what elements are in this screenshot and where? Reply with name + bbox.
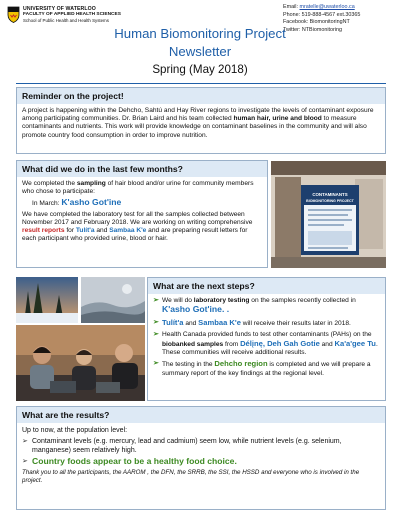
reminder-heading: Reminder on the project!	[17, 88, 385, 104]
header-rule	[16, 83, 386, 84]
university-logo	[7, 6, 157, 28]
last-months-heading: What did we do in the last few months?	[17, 161, 267, 177]
contact-email: Email: mratelle@uwaterloo.ca	[283, 4, 355, 10]
arrow-bullet-icon: ➢	[22, 458, 28, 465]
logo-line-faculty: FACULTY OF APPLIED HEALTH SCIENCES	[23, 12, 121, 17]
svg-text:BIOMONITORING PROJECT: BIOMONITORING PROJECT	[306, 199, 354, 203]
list-item: ➢ We will do laboratory testing on the samples recently collected in K'asho Got'ine. .	[153, 297, 356, 315]
foggy-landscape-photo	[81, 277, 145, 323]
list-item: ➢ Tulít'a and Sambaa K'e will receive their results later in 2018.	[153, 317, 351, 327]
contact-twitter: Twitter: NTBiomonitoring	[283, 26, 343, 33]
project-title: Human Biomonitoring Project	[114, 26, 286, 41]
results-intro: Up to now, at the population level:	[22, 427, 128, 434]
list-item: ➢ Health Canada provided funds to test other contaminants (PAHs) on the biobanked samples from Délįnę, Deh Gah Gotie and Ka'a'gee Tu. These communities will receive additional results.	[153, 331, 378, 357]
contact-phone: Phone: 519-888-4567 ext.30365	[283, 11, 361, 18]
list-item: ➢ The testing in the Dehcho region is completed and we will prepare a summary report of the key findings at the regional level.	[153, 359, 371, 377]
results-section	[16, 406, 386, 510]
poster-photo-art	[271, 161, 386, 268]
check-bullet-icon: ➢	[153, 331, 159, 339]
email-link[interactable]: mratelle@uwaterloo.ca	[299, 4, 355, 10]
check-bullet-icon: ➢	[153, 360, 159, 368]
march-line: In March: K'asho Got'ine	[32, 197, 122, 208]
next-steps-list	[148, 294, 385, 384]
list-item: ➢ Country foods appear to be a healthy food choice.	[22, 456, 237, 466]
newsletter-header	[0, 0, 400, 88]
uwaterloo-shield-icon	[7, 6, 20, 23]
issue-date: Spring (May 2018)	[152, 63, 248, 76]
logo-line-school: School of Public Health and Health Systems	[23, 17, 109, 23]
poster-photo	[271, 161, 386, 268]
check-bullet-icon: ➢	[153, 297, 159, 304]
reminder-section	[16, 87, 386, 154]
results-heading: What are the results?	[17, 407, 385, 423]
winter-landscape-photo	[16, 277, 78, 323]
kasho-gotine-label: K'asho Got'ine	[61, 197, 122, 208]
next-steps-section	[147, 277, 386, 401]
last-months-section	[16, 160, 268, 268]
check-bullet-icon: ➢	[153, 318, 159, 326]
next-steps-heading: What are the next steps?	[148, 278, 385, 294]
svg-text:CONTAMINANTS: CONTAMINANTS	[312, 192, 348, 197]
last-months-text: We completed the sampling of hair blood and/or urine for community members who chose to participate: In March: K'asho Got'ine We have completed the laboratory test for all the samples collected between November 2017 and February 2018. We are working on writing comprehensive result reports for Tulít'a and Sambaa K'e and are preparing result letters for each participant who provided urine, blood or hair.	[17, 177, 267, 246]
list-item: ➢ Contaminant levels (e.g. mercury, lead and cadmium) seem low, while nutrient levels (e.g. selenium, manganese) seem relatively high.	[22, 438, 342, 454]
team-photo	[16, 325, 145, 401]
arrow-bullet-icon: ➢	[22, 438, 28, 445]
newsletter-title: Newsletter	[168, 44, 232, 59]
reminder-text: A project is happening within the Dehcho, Sahtú and Hay River regions to investigate the levels of contaminant exposure among participating communities. Dr. Brian Laird and his team collected human hair, urine and blood to measure contaminants and nutrients. This work will provide knowledge on contaminant baselines in the community and will also promote country food consumption in order to improve nutrition.	[22, 107, 374, 139]
thanks-note: Thank you to all the participants, the AAROM , the DFN, the SRRB, the SSI, the HSSD and everyone who is involved in the project.	[22, 469, 360, 484]
results-body	[17, 423, 385, 488]
logo-line-university: UNIVERSITY OF WATERLOO	[23, 6, 96, 12]
contact-facebook: Facebook: BiomonitoringNT	[283, 19, 350, 26]
